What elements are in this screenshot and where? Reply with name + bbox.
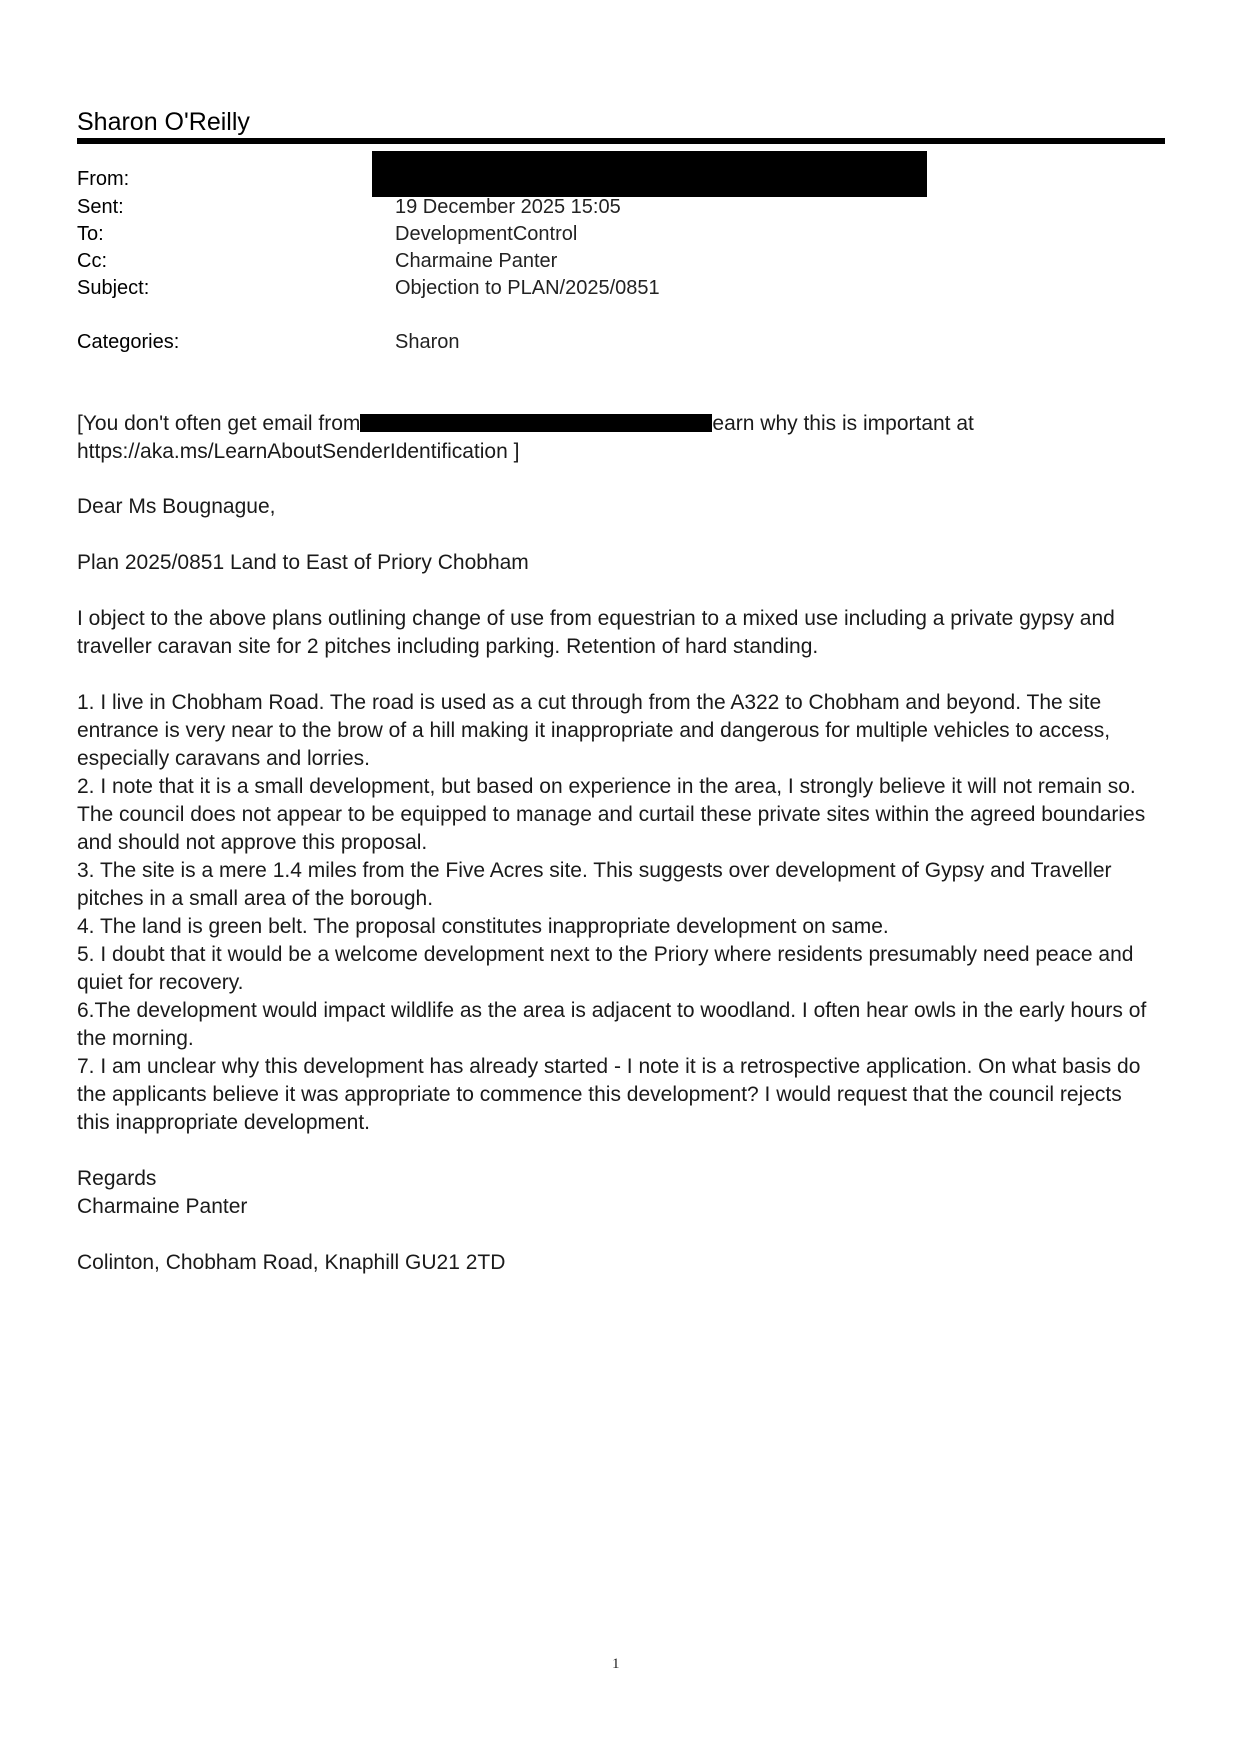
- objection-line: especially caravans and lorries.: [77, 747, 370, 770]
- objection-line: 5. I doubt that it would be a welcome development next to the Priory where residents presumably need peace and: [77, 943, 1134, 966]
- closing: Regards: [77, 1167, 157, 1190]
- objection-line: the morning.: [77, 1027, 194, 1050]
- objection-line: the applicants believe it was appropriate to commence this development? I would request that the council rejects: [77, 1083, 1122, 1106]
- objection-line: 1. I live in Chobham Road. The road is used as a cut through from the A322 to Chobham and beyond. The site: [77, 691, 1102, 714]
- mailbox-owner-name: Sharon O'Reilly: [77, 108, 250, 136]
- intro-line: I object to the above plans outlining change of use from equestrian to a mixed use including a private gypsy and: [77, 607, 1115, 630]
- salutation: Dear Ms Bougnague,: [77, 495, 276, 518]
- objection-line: 2. I note that it is a small development, but based on experience in the area, I strongly believe it will not remain so.: [77, 775, 1136, 798]
- cc-label: Cc:: [77, 250, 107, 272]
- objection-line: quiet for recovery.: [77, 971, 244, 994]
- objection-line: pitches in a small area of the borough.: [77, 887, 434, 910]
- objection-line: entrance is very near to the brow of a hill making it inappropriate and dangerous for multiple vehicles to access,: [77, 719, 1111, 742]
- notice-text-start: [You don't often get email from: [77, 412, 361, 435]
- objection-line: 6.The development would impact wildlife as the area is adjacent to woodland. I often hear owls in the early hours of: [77, 999, 1147, 1022]
- signature-name: Charmaine Panter: [77, 1195, 248, 1218]
- notice-text-end: earn why this is important at: [712, 412, 974, 435]
- objection-line: 7. I am unclear why this development has already started - I note it is a retrospective application. On what basis do: [77, 1055, 1141, 1078]
- redacted-email-address: [360, 414, 712, 432]
- categories-value: Sharon: [395, 331, 460, 353]
- intro-line: traveller caravan site for 2 pitches including parking. Retention of hard standing.: [77, 635, 819, 658]
- objection-line: this inappropriate development.: [77, 1111, 371, 1134]
- external-sender-notice: [77, 410, 1167, 438]
- objection-line: 3. The site is a mere 1.4 miles from the Five Acres site. This suggests over development of Gypsy and Traveller: [77, 859, 1112, 882]
- subject-value: Objection to PLAN/2025/0851: [395, 277, 660, 299]
- header-divider: [77, 138, 1165, 144]
- objection-line: The council does not appear to be equipped to manage and curtail these private sites within the agreed boundaries: [77, 803, 1146, 826]
- sender-address: Colinton, Chobham Road, Knaphill GU21 2TD: [77, 1251, 506, 1274]
- from-label: From:: [77, 168, 130, 190]
- to-label: To:: [77, 223, 104, 245]
- objection-line: and should not approve this proposal.: [77, 831, 428, 854]
- sent-value: 19 December 2025 15:05: [395, 196, 621, 218]
- sent-label: Sent:: [77, 196, 124, 218]
- categories-label: Categories:: [77, 331, 180, 353]
- plan-reference: Plan 2025/0851 Land to East of Priory Chobham: [77, 551, 529, 574]
- to-value: DevelopmentControl: [395, 223, 578, 245]
- cc-value: Charmaine Panter: [395, 250, 558, 272]
- subject-label: Subject:: [77, 277, 150, 299]
- redacted-sender-block: [372, 151, 927, 197]
- objection-line: 4. The land is green belt. The proposal constitutes inappropriate development on same.: [77, 915, 889, 938]
- page-number: 1: [612, 1656, 620, 1672]
- notice-link-line: https://aka.ms/LearnAboutSenderIdentification ]: [77, 440, 520, 463]
